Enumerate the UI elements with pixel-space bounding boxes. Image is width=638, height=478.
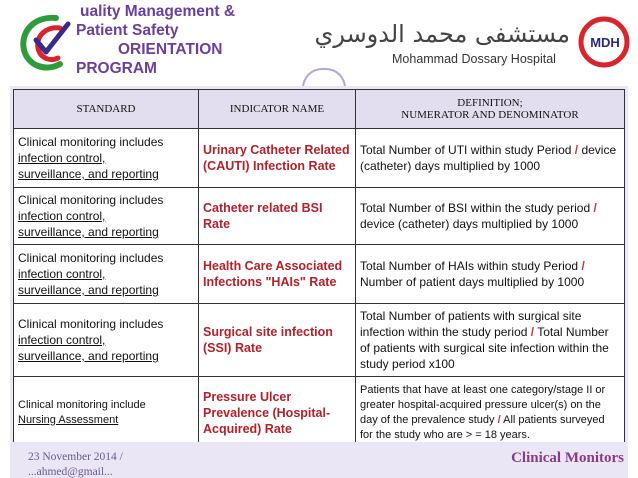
definition-denominator: device (catheter) days multiplied by 1000 xyxy=(360,143,617,173)
header-standard: STANDARD xyxy=(14,90,199,129)
definition-divider: / xyxy=(497,414,501,426)
standard-cell xyxy=(14,129,199,188)
quality-logo-icon xyxy=(16,10,76,76)
indicator-name-cell: Catheter related BSI Rate xyxy=(199,188,356,245)
definition-divider: / xyxy=(593,201,597,215)
standard-line: Clinical monitoring includes xyxy=(18,251,164,265)
table-row xyxy=(14,245,625,304)
standard-line: Clinical monitoring includes xyxy=(18,135,164,149)
standard-line: infection control, xyxy=(18,333,106,347)
standard-cell xyxy=(14,304,199,377)
hospital-arabic-text: مستشفى محمد الدوسري xyxy=(314,20,570,48)
standard-line: surveillance, and reporting xyxy=(18,283,159,297)
standard-cell xyxy=(14,377,199,450)
footer-email: ...ahmed@gmail... xyxy=(28,466,113,478)
definition-cell xyxy=(356,377,625,450)
standard-line: infection control, xyxy=(18,209,106,223)
title-line-2: Patient Safety xyxy=(76,22,179,39)
definition-numerator: Total Number of patients with surgical site infection within the study period xyxy=(360,309,582,339)
header-indicator-name: INDICATOR NAME xyxy=(199,90,356,129)
definition-numerator: Total Number of HAIs within study Period xyxy=(360,259,582,273)
standard-line: Clinical monitoring includes xyxy=(18,193,164,207)
title-line-1: uality Management & xyxy=(80,3,236,20)
standard-line: infection control, xyxy=(18,151,106,165)
title-line-3: ORIENTATION xyxy=(118,41,223,58)
definition-divider: / xyxy=(530,325,535,339)
standard-cell xyxy=(14,245,199,304)
definition-numerator: Patients that have at least one category/stage II or greater hospital-acquired pressure ulcer(s) on the day of the prevalence study xyxy=(360,384,606,426)
definition-cell xyxy=(356,304,625,377)
standard-line: surveillance, and reporting xyxy=(18,349,159,363)
slide-title xyxy=(76,2,316,78)
definition-divider: / xyxy=(581,259,585,273)
standard-line: Clinical monitoring includes xyxy=(18,317,164,331)
table-row xyxy=(14,377,625,450)
table-header-row xyxy=(14,90,625,129)
definition-denominator: device (catheter) days multiplied by 1000 xyxy=(360,217,579,231)
standard-line: Clinical monitoring include xyxy=(18,399,146,411)
header-definition-line-1: DEFINITION; xyxy=(457,97,523,109)
indicator-name-cell: Health Care Associated Infections "HAIs" Rate xyxy=(199,245,356,304)
table-row xyxy=(14,304,625,377)
definition-cell xyxy=(356,245,625,304)
mdh-logo-icon xyxy=(578,16,630,68)
hospital-arabic-calligraphy xyxy=(314,14,572,50)
indicator-name-cell: Urinary Catheter Related (CAUTI) Infection Rate xyxy=(199,129,356,188)
definition-cell xyxy=(356,129,625,188)
definition-denominator: Total Number of patients with surgical site infection within the study period x100 xyxy=(360,325,609,371)
hospital-name: Mohammad Dossary Hospital xyxy=(392,52,556,66)
definition-divider: / xyxy=(574,143,579,157)
footer-section-title: Clinical Monitors xyxy=(511,450,624,466)
table-row xyxy=(14,188,625,245)
definition-denominator: All patients surveyed for the study who are > = 18 years. xyxy=(360,414,605,441)
standard-line: surveillance, and reporting xyxy=(18,167,159,181)
indicator-table xyxy=(13,89,625,450)
standard-line: infection control, xyxy=(18,267,106,281)
header-definition xyxy=(356,90,625,129)
indicator-name-cell: Surgical site infection (SSI) Rate xyxy=(199,304,356,377)
indicator-name-cell: Pressure Ulcer Prevalence (Hospital-Acquired) Rate xyxy=(199,377,356,450)
definition-denominator: Number of patient days multiplied by 1000 xyxy=(360,275,585,289)
definition-numerator: Total Number of BSI within the study period xyxy=(360,201,594,215)
mdh-logo-text: MDH xyxy=(590,35,620,50)
standard-cell xyxy=(14,188,199,245)
definition-numerator: Total Number of UTI within study Period xyxy=(360,143,575,157)
header-definition-line-2: NUMERATOR AND DENOMINATOR xyxy=(401,109,579,121)
standard-line: surveillance, and reporting xyxy=(18,225,159,239)
definition-cell xyxy=(356,188,625,245)
table-row xyxy=(14,129,625,188)
title-line-4: PROGRAM xyxy=(76,60,157,77)
footer-date: 23 November 2014 / xyxy=(28,451,123,463)
standard-line: Nursing Assessment xyxy=(18,414,119,426)
